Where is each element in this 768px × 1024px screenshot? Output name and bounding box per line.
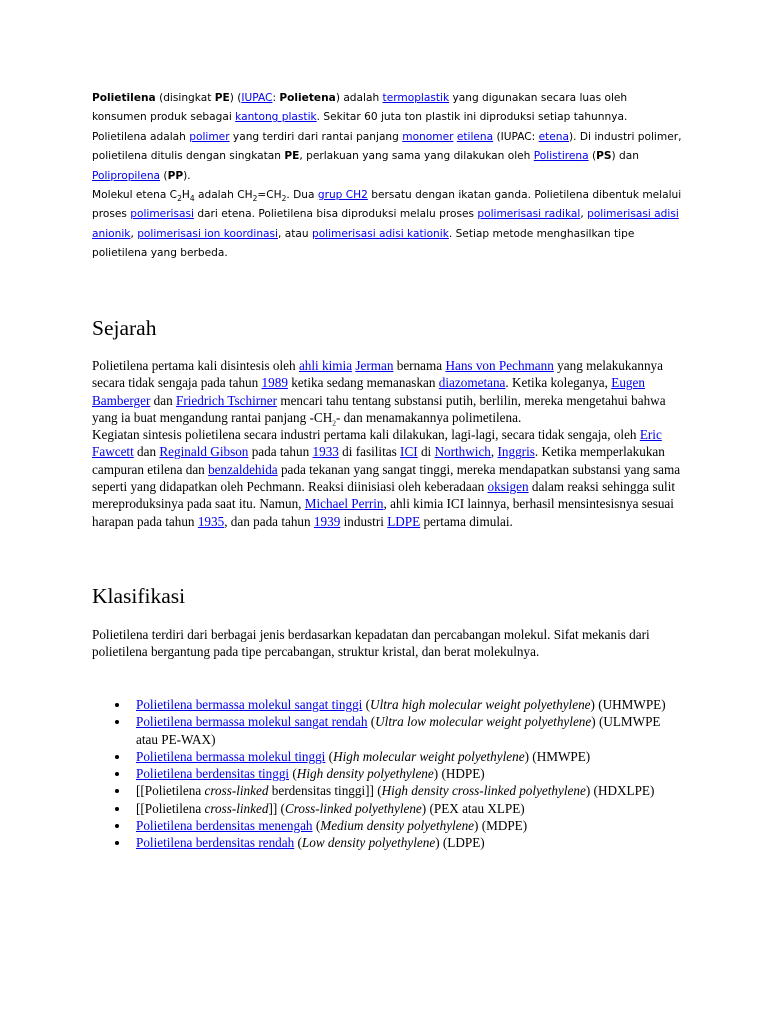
link-friedrich-tschirner[interactable]: Friedrich Tschirner bbox=[176, 392, 278, 408]
text: ( bbox=[367, 714, 376, 730]
text: bernama bbox=[393, 358, 446, 373]
subscript: 2 bbox=[332, 418, 336, 428]
link-polimerisasi-ion-koordinasi[interactable]: polimerisasi ion koordinasi bbox=[137, 227, 278, 240]
text: yang digunakan secara luas oleh konsumen produk sebagai bbox=[92, 92, 628, 124]
text: [[Polietilena bbox=[136, 800, 205, 816]
sejarah-paragraph-1 bbox=[92, 357, 684, 426]
link-eric-fawcett[interactable]: Eric Fawcett bbox=[92, 427, 662, 460]
text: dari etena. Polietilena bisa diproduksi melalu proses bbox=[193, 208, 478, 221]
link-ici[interactable]: ICI bbox=[400, 444, 418, 460]
text: ( bbox=[294, 835, 302, 851]
link-michael-perrin[interactable]: Michael Perrin bbox=[304, 496, 384, 512]
text: , bbox=[130, 227, 138, 240]
text: ketika sedang memanaskan bbox=[287, 375, 439, 391]
link-kantong-plastik[interactable]: kantong plastik bbox=[235, 111, 317, 124]
text: ( bbox=[325, 748, 334, 764]
text: ). bbox=[183, 169, 191, 182]
text: , bbox=[490, 444, 498, 460]
text: - dan menamakannya polimetilena. bbox=[335, 409, 522, 425]
list-item bbox=[92, 765, 682, 782]
text: yang terdiri dari rantai panjang bbox=[229, 130, 403, 143]
link-etena[interactable]: etena bbox=[538, 130, 570, 143]
text: Molekul etena C bbox=[92, 189, 178, 202]
text: ) (HMWPE) bbox=[524, 748, 591, 764]
english-term: Ultra high molecular weight polyethylene bbox=[370, 697, 591, 712]
text: ) (MDPE) bbox=[474, 818, 528, 834]
link-hans-von-pechmann[interactable]: Hans von Pechmann bbox=[445, 358, 554, 373]
english-term: High density polyethylene bbox=[296, 766, 434, 782]
list-item bbox=[92, 782, 682, 799]
text: (IUPAC: bbox=[493, 130, 539, 143]
abbr-bold: PE bbox=[284, 150, 300, 163]
link-polistirena[interactable]: Polistirena bbox=[533, 150, 589, 163]
english-term: Cross-linked polyethylene bbox=[284, 800, 422, 816]
text: . Ketika koleganya, bbox=[505, 375, 612, 391]
link-mdpe[interactable]: Polietilena berdensitas menengah bbox=[136, 818, 313, 834]
text: ) ( bbox=[229, 92, 242, 104]
text: H bbox=[181, 189, 190, 202]
text: ) (ULMWPE atau PE-WAX) bbox=[136, 714, 661, 747]
text: ) (PEX atau XLPE) bbox=[421, 800, 525, 816]
term-bold: Polietena bbox=[279, 92, 336, 104]
text: adalah CH bbox=[194, 189, 253, 202]
text: (disingkat bbox=[155, 92, 215, 104]
english-term: High molecular weight polyethylene bbox=[333, 748, 525, 764]
text: Polietilena pertama kali disintesis oleh bbox=[92, 358, 299, 373]
link-monomer[interactable]: monomer bbox=[402, 130, 454, 143]
english-term: cross-linked bbox=[204, 800, 269, 816]
text: ) adalah bbox=[335, 92, 383, 104]
text: , ahli kimia ICI lainnya, berhasil mensintesisnya sesuai harapan pada tahun bbox=[92, 496, 674, 529]
text: ) dan bbox=[611, 150, 639, 163]
list-item bbox=[92, 834, 682, 851]
abbr-bold: PE bbox=[214, 92, 230, 104]
link-polimerisasi-adisi-anionik[interactable]: polimerisasi adisi anionik bbox=[92, 208, 679, 240]
link-polimerisasi[interactable]: polimerisasi bbox=[130, 208, 194, 221]
link-1933[interactable]: 1933 bbox=[312, 444, 339, 460]
sejarah-section bbox=[92, 357, 684, 530]
link-iupac[interactable]: IUPAC bbox=[241, 92, 273, 104]
text: ) (LDPE) bbox=[435, 835, 485, 851]
text: ( bbox=[362, 697, 371, 712]
text: , bbox=[580, 208, 588, 221]
text: , dan pada tahun bbox=[224, 513, 314, 529]
text: : bbox=[272, 92, 280, 104]
text: , atau bbox=[278, 227, 312, 240]
link-ldpe-list[interactable]: Polietilena berdensitas rendah bbox=[136, 835, 295, 851]
text: pada tahun bbox=[248, 444, 313, 460]
text: ) (HDPE) bbox=[433, 766, 485, 782]
classification-list bbox=[92, 696, 682, 852]
intro-section bbox=[92, 89, 682, 264]
klasifikasi-paragraph: Polietilena terdiri dari berbagai jenis berdasarkan kepadatan dan percabangan molekul. Sifat mekanis dari polietilena bergantung pada tipe percabangan, struktur kristal, dan berat molekulnya. bbox=[92, 627, 650, 660]
intro-paragraph bbox=[92, 89, 682, 186]
text: ). Di industri polimer, polietilena ditulis dengan singkatan bbox=[92, 130, 682, 163]
link-polimerisasi-radikal[interactable]: polimerisasi radikal bbox=[477, 208, 581, 221]
text: . Sekitar 60 juta ton plastik ini diproduksi setiap tahunnya. Polietilena adalah bbox=[92, 111, 628, 143]
text: industri bbox=[340, 513, 388, 529]
link-1989[interactable]: 1989 bbox=[261, 375, 288, 391]
text: mencari tahu tentang substansi putih, berlilin, mereka mengetahui bahwa yang ia buat mengandung rantai panjang -CH bbox=[92, 392, 666, 425]
subscript: 2 bbox=[252, 194, 258, 204]
text: . Dua bbox=[286, 189, 318, 202]
link-polipropilena[interactable]: Polipropilena bbox=[92, 169, 161, 182]
link-jerman[interactable]: Jerman bbox=[355, 358, 394, 373]
link-ulmwpe[interactable]: Polietilena bermassa molekul sangat rendah bbox=[136, 714, 368, 730]
subscript: 4 bbox=[189, 194, 195, 204]
text: ) (UHMWPE) bbox=[590, 697, 666, 712]
english-term: Medium density polyethylene bbox=[320, 818, 475, 834]
heading-klasifikasi: Klasifikasi bbox=[92, 584, 186, 608]
list-item bbox=[92, 696, 682, 713]
text: ( bbox=[160, 169, 168, 182]
sejarah-paragraph-2 bbox=[92, 426, 684, 530]
text: di fasilitas bbox=[338, 444, 401, 460]
link-termoplastik[interactable]: termoplastik bbox=[382, 92, 450, 104]
link-1935[interactable]: 1935 bbox=[197, 513, 225, 529]
text: . Ketika memperlakukan campuran etilena dan bbox=[92, 444, 665, 477]
link-etilena[interactable]: etilena bbox=[456, 130, 494, 143]
text: . Setiap metode menghasilkan tipe polietilena yang berbeda. bbox=[92, 227, 635, 260]
text: pada tekanan yang sangat tinggi, mereka mendapatkan substansi yang sama seperti yang didapatkan oleh Pechmann. Reaksi diinisiasi oleh keberadaan bbox=[92, 461, 681, 495]
text: bersatu dengan ikatan ganda. Polietilena dibentuk melalui proses bbox=[92, 189, 682, 221]
link-1939[interactable]: 1939 bbox=[313, 513, 341, 529]
link-reginald-gibson[interactable]: Reginald Gibson bbox=[159, 444, 249, 460]
subscript: 2 bbox=[177, 194, 182, 204]
term-bold: Polietilena bbox=[92, 92, 156, 104]
text: , perlakuan yang sama yang dilakukan oleh bbox=[299, 150, 534, 163]
abbr-bold: PP bbox=[167, 169, 184, 182]
english-term: High density cross-linked polyethylene bbox=[381, 783, 586, 799]
link-eugen-bamberger[interactable]: Eugen Bamberger bbox=[92, 375, 645, 408]
intro-paragraph-2 bbox=[92, 186, 682, 264]
text: dalam reaksi sehingga sulit mereproduksinya pada saat itu. Namun, bbox=[92, 479, 676, 512]
link-uhmwpe[interactable]: Polietilena bermassa molekul sangat tinggi bbox=[136, 697, 363, 712]
list-item bbox=[92, 748, 682, 765]
heading-sejarah: Sejarah bbox=[92, 316, 157, 340]
text: pertama dimulai. bbox=[420, 513, 513, 529]
text: ( bbox=[588, 150, 597, 163]
subscript: 2 bbox=[281, 194, 287, 204]
link-polimerisasi-adisi-kationik[interactable]: polimerisasi adisi kationik bbox=[311, 227, 449, 240]
text: ) (HDXLPE) bbox=[585, 783, 655, 799]
text: [[Polietilena bbox=[136, 783, 205, 799]
link-polimer[interactable]: polimer bbox=[189, 130, 230, 143]
text: ]] ( bbox=[268, 800, 285, 816]
list-item bbox=[92, 713, 682, 748]
english-term: Low density polyethylene bbox=[301, 835, 436, 851]
text: dan bbox=[133, 444, 160, 460]
english-term: Ultra low molecular weight polyethylene bbox=[375, 714, 592, 730]
text: yang melakukannya secara tidak sengaja pada tahun bbox=[92, 358, 663, 391]
link-northwich[interactable]: Northwich bbox=[434, 444, 491, 460]
abbr-bold: PS bbox=[596, 150, 612, 163]
text: di bbox=[417, 444, 435, 460]
text: Kegiatan sintesis polietilena secara industri pertama kali dilakukan, lagi-lagi, secara tidak sengaja, oleh bbox=[92, 427, 640, 443]
text: ( bbox=[289, 766, 297, 782]
link-hmwpe[interactable]: Polietilena bermassa molekul tinggi bbox=[136, 748, 326, 764]
link-grup-ch2[interactable]: grup CH2 bbox=[317, 189, 368, 202]
english-term: cross-linked bbox=[204, 783, 269, 799]
link-oksigen[interactable]: oksigen bbox=[487, 479, 529, 495]
list-item bbox=[92, 817, 682, 834]
link-benzaldehida[interactable]: benzaldehida bbox=[208, 461, 278, 477]
text: dan bbox=[150, 392, 176, 408]
list-item bbox=[92, 800, 682, 817]
text: ( bbox=[312, 818, 321, 834]
klasifikasi-intro bbox=[92, 626, 684, 661]
link-inggris[interactable]: Inggris bbox=[497, 444, 535, 460]
text: =CH bbox=[257, 189, 282, 202]
link-ahli-kimia[interactable]: ahli kimia bbox=[298, 358, 353, 373]
link-diazometana[interactable]: diazometana bbox=[438, 375, 506, 391]
link-hdpe[interactable]: Polietilena berdensitas tinggi bbox=[136, 766, 290, 782]
link-ldpe[interactable]: LDPE bbox=[387, 513, 421, 529]
text: berdensitas tinggi]] ( bbox=[268, 783, 382, 799]
